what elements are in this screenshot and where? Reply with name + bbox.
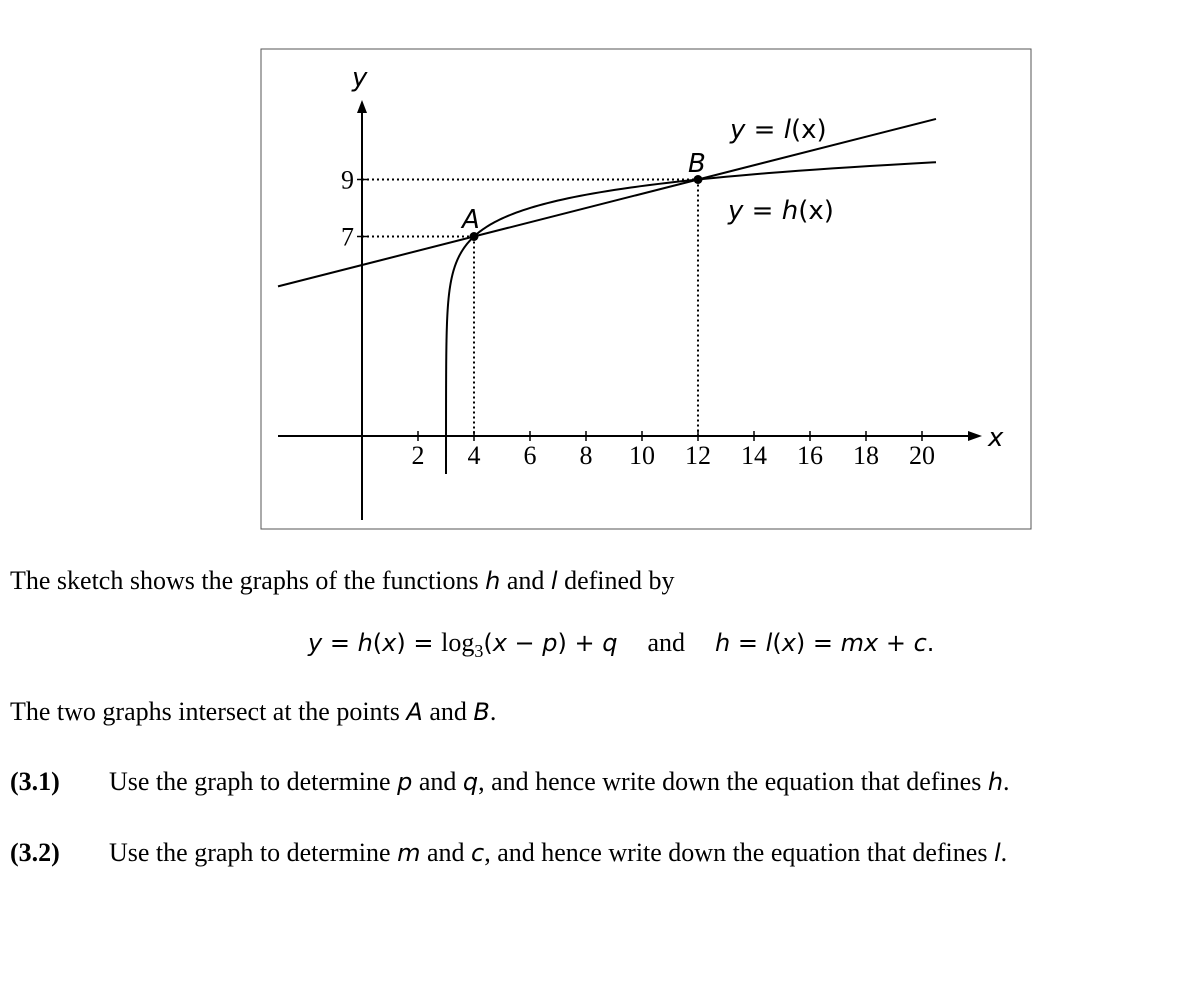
- x-tick-label: 14: [741, 441, 767, 470]
- eq-sym-7: =: [730, 629, 766, 657]
- y-tick-label: 9: [341, 165, 354, 195]
- intro-text-and: and: [500, 566, 551, 595]
- eq-h2: h: [715, 629, 731, 657]
- question-number: (3.1): [10, 767, 60, 796]
- eq-p: p: [542, 629, 558, 657]
- eq-log: log: [441, 628, 475, 657]
- question-text: Use the graph to determine: [109, 767, 398, 796]
- question-text: .: [1000, 838, 1008, 867]
- eq-and: and: [647, 628, 686, 657]
- question-var-3: h: [987, 768, 1004, 796]
- eq-sym-1: =: [322, 629, 358, 657]
- curve-label-l-prefix: y =: [730, 115, 784, 145]
- intersection-sentence: [10, 696, 496, 727]
- question-text: and: [412, 767, 463, 796]
- x-tick-label: 16: [797, 441, 823, 470]
- curve-label-h-prefix: y =: [728, 196, 782, 226]
- log-h-curve: [446, 162, 936, 474]
- eq-c: c: [913, 629, 927, 657]
- question-var-2: q: [462, 768, 479, 796]
- question-3-2: [10, 838, 1007, 868]
- x-tick-label: 2: [411, 441, 425, 470]
- eq-sym-9: ) =: [795, 629, 841, 657]
- point-label-b: B: [688, 149, 706, 179]
- question-text: , and hence write down the equation that defines: [478, 767, 988, 796]
- x-tick-label: 18: [853, 441, 879, 470]
- eq-sym-6: ) +: [557, 629, 603, 657]
- x-axis-label: x: [988, 423, 1004, 453]
- question-text: , and hence write down the equation that defines: [484, 838, 994, 867]
- line-l-curve: [278, 119, 936, 286]
- intro-sentence: [10, 565, 675, 596]
- x-tick-label: 4: [467, 441, 481, 470]
- question-var-1: m: [397, 839, 421, 867]
- y-axis-arrow: [357, 100, 367, 113]
- eq-y: y: [308, 629, 323, 657]
- function-equations: [308, 628, 934, 662]
- eq-mx: mx: [840, 629, 879, 657]
- x-tick-label: 10: [629, 441, 655, 470]
- point-label-a: A: [462, 205, 480, 235]
- question-number: (3.2): [10, 838, 60, 867]
- eq-x1: x: [382, 629, 397, 657]
- intersect-text-and: and: [422, 697, 474, 726]
- intro-text-b: defined by: [557, 566, 675, 595]
- intro-text-a: The sketch shows the graphs of the functions: [10, 566, 486, 595]
- y-tick-label: 7: [341, 222, 354, 252]
- x-axis-arrow: [968, 431, 982, 441]
- x-tick-label: 20: [909, 441, 935, 470]
- question-3-1: [10, 767, 1010, 797]
- intersect-var-a: A: [406, 698, 423, 726]
- eq-h: h: [357, 629, 373, 657]
- eq-sym-11: .: [926, 629, 935, 657]
- curve-label-h-suffix: (x): [798, 196, 834, 226]
- x-tick-label: 12: [685, 441, 711, 470]
- question-var-2: c: [471, 839, 485, 867]
- question-var-3: l: [993, 839, 1001, 867]
- question-var-1: p: [397, 768, 413, 796]
- curve-label-l: [729, 115, 827, 145]
- curve-label-h-func: h: [781, 196, 799, 226]
- guide-lines: [362, 180, 698, 437]
- intro-var-l: l: [550, 567, 558, 595]
- eq-x3: x: [781, 629, 796, 657]
- curve-label-h: [727, 196, 834, 226]
- x-tick-label: 8: [579, 441, 593, 470]
- question-text: and: [420, 838, 472, 867]
- curve-label-l-suffix: (x): [790, 115, 827, 145]
- y-axis-label: y: [352, 63, 368, 93]
- ticks: [341, 166, 935, 471]
- intersect-text-end: .: [489, 697, 497, 726]
- intersect-var-b: B: [473, 698, 490, 726]
- question-text: Use the graph to determine: [109, 838, 398, 867]
- eq-x2: x: [492, 629, 507, 657]
- eq-sym-8: (: [772, 629, 782, 657]
- intersect-text-a: The two graphs intersect at the points: [10, 697, 407, 726]
- intro-var-h: h: [485, 567, 501, 595]
- eq-sym-2: (: [372, 629, 383, 657]
- question-text: .: [1003, 767, 1010, 796]
- eq-l: l: [765, 629, 773, 657]
- eq-sym-5: −: [506, 629, 543, 657]
- eq-q: q: [602, 629, 618, 657]
- eq-sym-10: +: [878, 629, 914, 657]
- eq-log-base: 3: [474, 641, 484, 662]
- eq-sym-3: ) =: [396, 629, 442, 657]
- curves: [278, 119, 936, 474]
- x-tick-label: 6: [523, 441, 537, 470]
- eq-sym-4: (: [483, 629, 493, 657]
- curve-label-l-func: l: [783, 115, 791, 145]
